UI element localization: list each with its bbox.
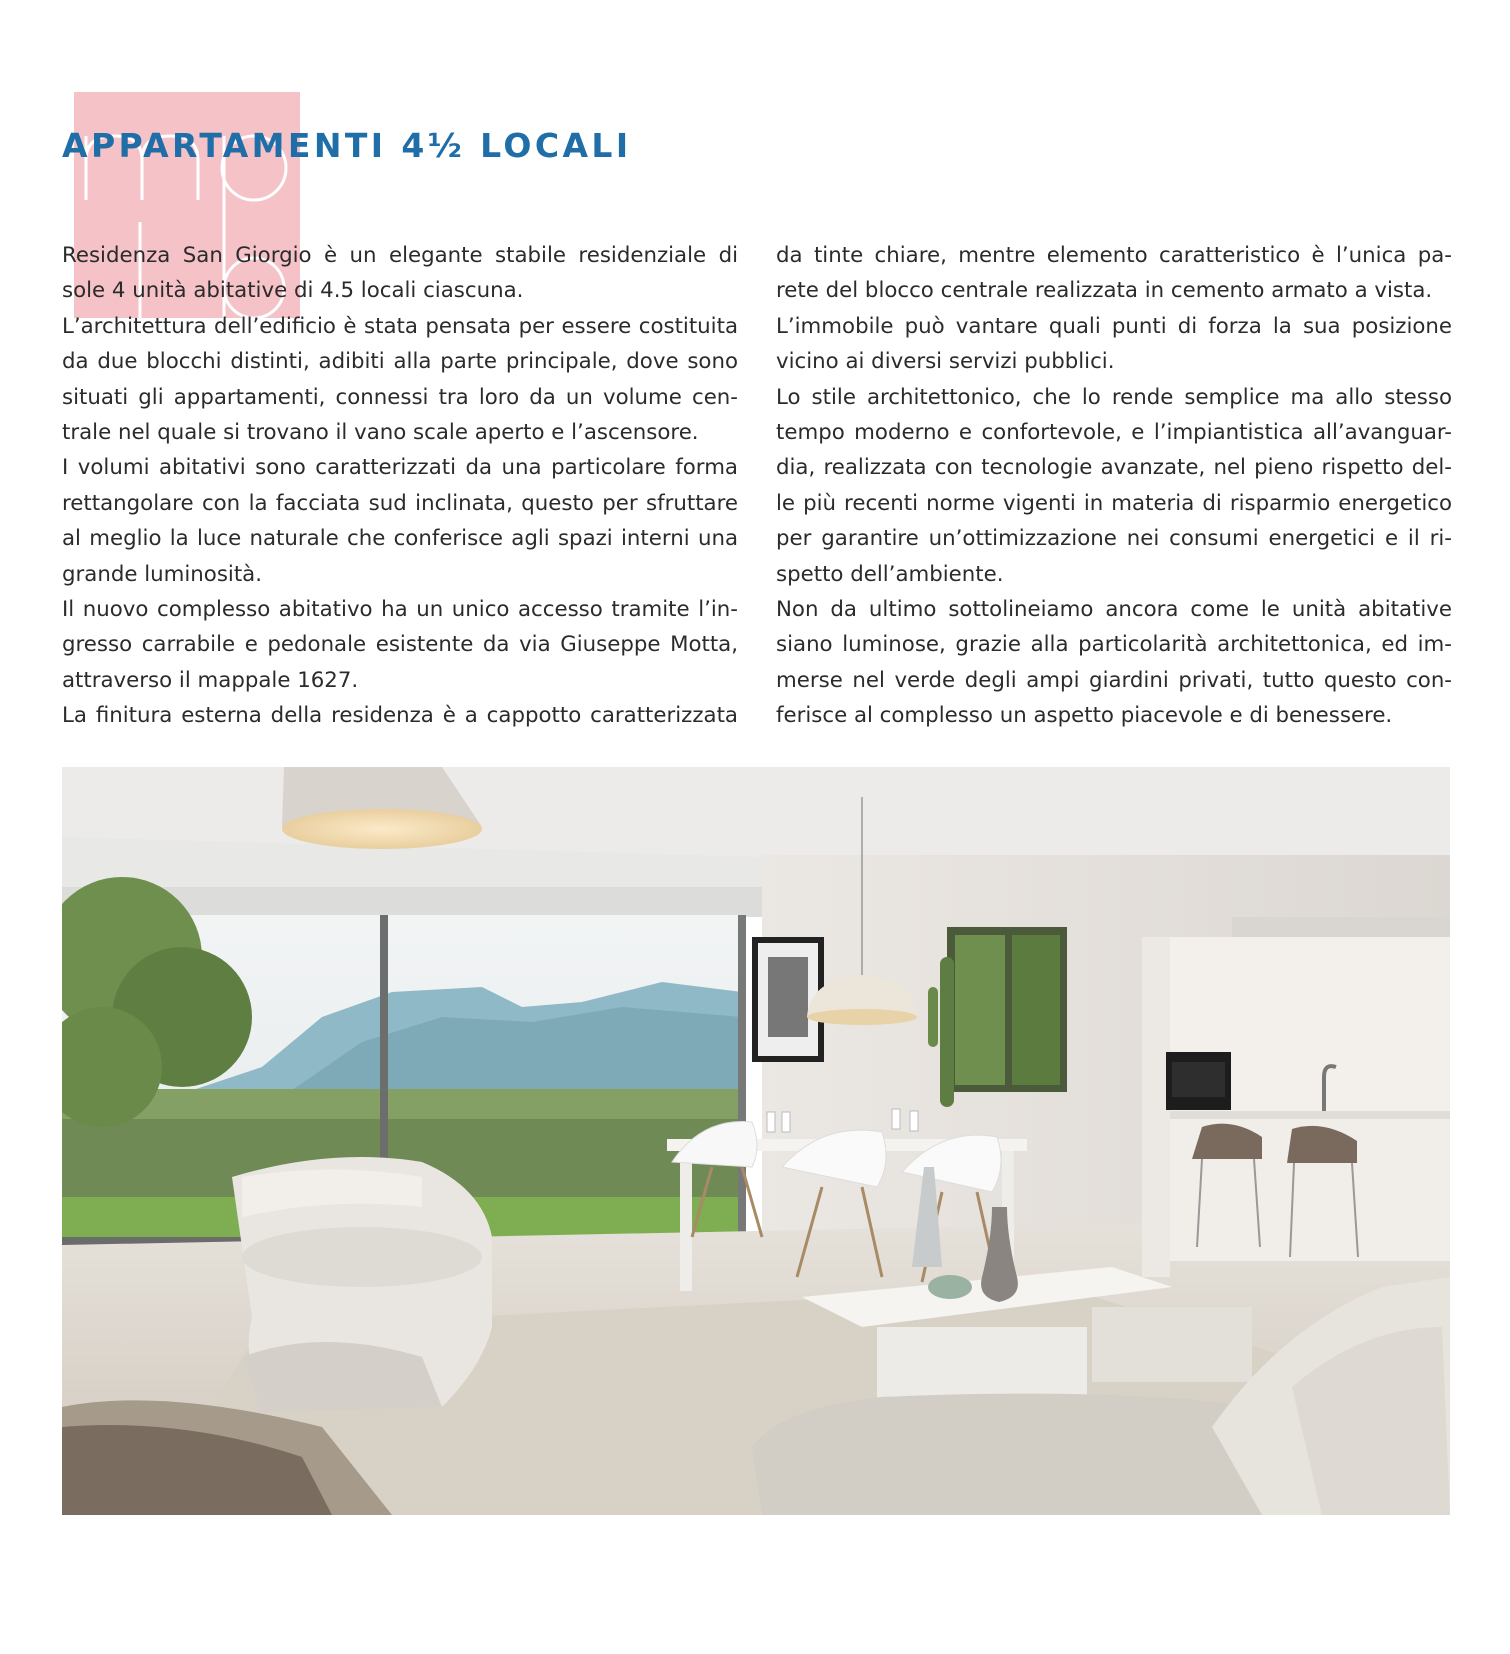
text-line: dia, realizzata con tecnologie avanzate, nel pieno rispetto del-	[776, 455, 1452, 481]
text-line: attraverso il mappale 1627.	[62, 667, 359, 693]
text-line: Non da ultimo sottolineiamo ancora come le unità abitative	[776, 597, 1452, 623]
text-line: trale nel quale si trovano il vano scale aperto e l’ascensore.	[62, 420, 699, 446]
text-line: La finitura esterna della residenza è a cappotto caratterizzata	[62, 703, 738, 729]
text-line: L’architettura dell’edificio è stata pensata per essere costituita	[62, 313, 738, 339]
page-title: APPARTAMENTI 4½ LOCALI	[62, 126, 632, 165]
text-line: spetto dell’ambiente.	[776, 561, 1004, 587]
text-line: da due blocchi distinti, adibiti alla parte principale, dove sono	[62, 349, 738, 375]
text-line: ferisce al complesso un aspetto piacevole e di benessere.	[776, 703, 1393, 729]
text-line: siano luminose, grazie alla particolarità architettonica, ed im-	[776, 632, 1452, 658]
text-line: sole 4 unità abitative di 4.5 locali ciascuna.	[62, 278, 524, 304]
text-line: grande luminosità.	[62, 561, 263, 587]
text-line: situati gli appartamenti, connessi tra loro da un volume cen-	[62, 384, 738, 410]
text-line: da tinte chiare, mentre elemento caratteristico è l’unica pa-	[776, 243, 1452, 268]
text-line: Lo stile architettonico, che lo rende semplice ma allo stesso	[776, 384, 1452, 410]
text-line: rettangolare con la facciata sud inclinata, questo per sfruttare	[62, 490, 738, 516]
text-column-right	[776, 238, 1452, 734]
living-room-render-image	[62, 767, 1450, 1515]
text-line: merse nel verde degli ampi giardini privati, tutto questo con-	[776, 667, 1452, 693]
text-line: gresso carrabile e pedonale esistente da via Giuseppe Motta,	[62, 632, 738, 658]
text-line: tempo moderno e confortevole, e l’impiantistica all’avanguar-	[776, 420, 1452, 446]
text-line: per garantire un’ottimizzazione nei consumi energetici e il ri-	[776, 526, 1452, 552]
text-line: I volumi abitativi sono caratterizzati da una particolare forma	[62, 455, 738, 481]
text-line: al meglio la luce naturale che conferisce agli spazi interni una	[62, 526, 738, 552]
text-line: Residenza San Giorgio è un elegante stabile residenziale di	[62, 243, 738, 268]
text-column-left	[62, 238, 738, 734]
text-line: L’immobile può vantare quali punti di forza la sua posizione	[776, 313, 1452, 339]
text-line: rete del blocco centrale realizzata in cemento armato a vista.	[776, 278, 1433, 304]
text-line: vicino ai diversi servizi pubblici.	[776, 349, 1115, 375]
text-line: le più recenti norme vigenti in materia di risparmio energetico	[776, 490, 1452, 516]
text-line: Il nuovo complesso abitativo ha un unico accesso tramite l’in-	[62, 597, 738, 623]
